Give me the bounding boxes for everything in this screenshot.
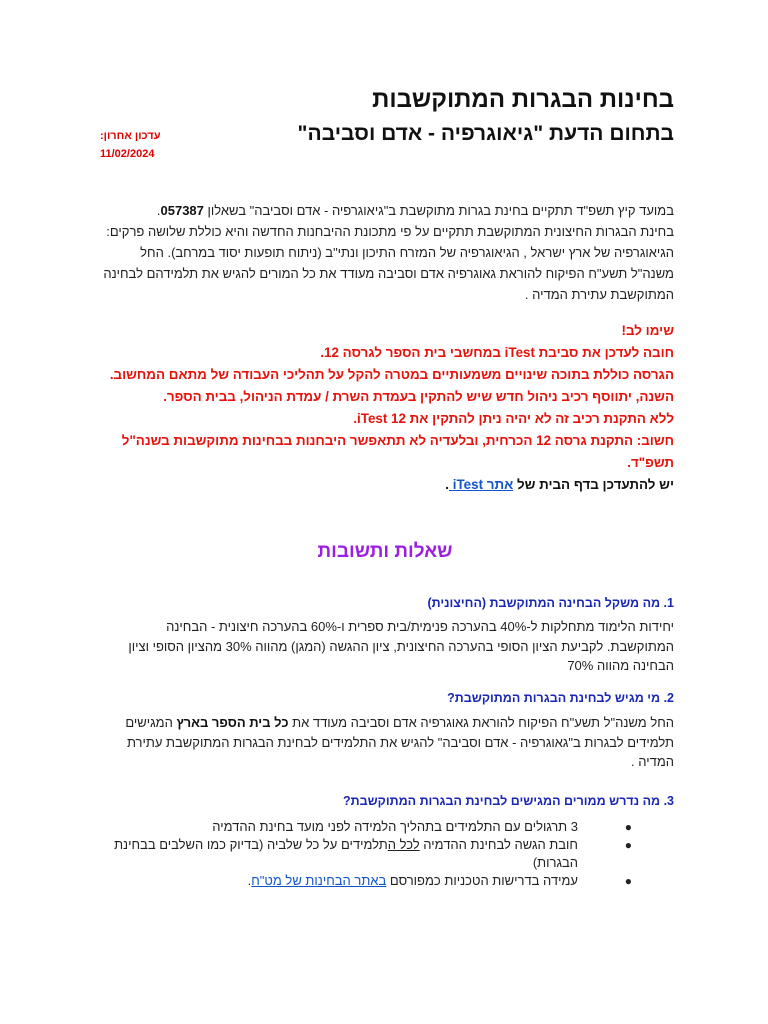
notice-line-7-text: יש להתעדכן בדף הבית של bbox=[513, 477, 674, 492]
list-item-underlined: לכל ה bbox=[387, 837, 420, 852]
intro-paragraph bbox=[96, 200, 674, 305]
requirements-list bbox=[96, 818, 674, 890]
list-item-text: 3 תרגולים עם התלמידים בתהליך הלמידה לפני מועד בחינת ההדמיה bbox=[212, 819, 578, 834]
list-item-text-b: תלמידים על כל שלביה (בדיוק כמו השלבים בבחינת הבגרות) bbox=[114, 837, 578, 870]
last-update-label: עדכון אחרון: bbox=[100, 130, 161, 142]
list-item bbox=[96, 818, 674, 836]
question-3: 3. מה נדרש ממורים המגישים לבחינת הבגרות המתוקשבת? bbox=[343, 794, 674, 808]
intro-text-1-end: . bbox=[156, 203, 161, 218]
faq-heading: שאלות ותשובות bbox=[317, 541, 453, 562]
bullet-icon: ● bbox=[624, 838, 632, 852]
answer-2 bbox=[96, 713, 674, 772]
bullet-icon: ● bbox=[624, 820, 632, 834]
itest-site-link[interactable]: אתר iTest bbox=[449, 477, 514, 492]
answer-2-text-b: המגישים תלמידים לבגרות ב"גאוגרפיה - אדם וסביבה" להגיש את התלמידים לבחינת הבגרות המתוקשבת עתירת המדיה . bbox=[125, 715, 674, 769]
exams-site-link[interactable]: באתר הבחינות של מט"ח bbox=[251, 873, 387, 888]
list-item bbox=[96, 872, 674, 890]
list-item bbox=[96, 836, 674, 872]
intro-text-1: במועד קיץ תשפ"ד תתקיים בחינת בגרות מתוקשבת ב"גיאוגרפיה - אדם וסביבה" בשאלון bbox=[203, 203, 674, 218]
exam-code: 057387 bbox=[160, 203, 204, 218]
bullet-icon: ● bbox=[624, 874, 632, 888]
answer-2-bold: כל בית הספר בארץ bbox=[176, 715, 289, 730]
page-subtitle: בתחום הדעת "גיאוגרפיה - אדם וסביבה" bbox=[297, 122, 674, 145]
list-item-text: עמידה בדרישות הטכניות כמפורסם bbox=[386, 873, 578, 888]
notice-line-3: הגרסה כוללת בתוכה שינויים משמעותיים במטרה להקל על תהליכי העבודה של מתאם המחשוב. bbox=[109, 367, 674, 382]
notice-line-7 bbox=[96, 474, 674, 496]
notice-line-2: חובה לעדכן את סביבת iTest במחשבי בית הספר לגרסה 12. bbox=[320, 345, 674, 360]
answer-2-text-a: החל משנה"ל תשע"ח הפיקוח להוראת גאוגרפיה אדם וסביבה מעודד את bbox=[288, 715, 674, 730]
list-item-text-a: חובת הגשה לבחינת ההדמיה bbox=[419, 837, 578, 852]
list-item-end: . bbox=[247, 873, 252, 888]
notice-line-7-end: . bbox=[445, 477, 450, 492]
notice-line-5: ללא התקנת רכיב זה לא יהיה ניתן להתקין את iTest 12. bbox=[353, 411, 674, 426]
attention-notice bbox=[96, 320, 674, 496]
notice-line-6: חשוב: התקנת גרסה 12 הכרחית, ובלעדיה לא תתאפשר היבחנות בבחינות מתוקשבות בשנה"ל תשפ"ד. bbox=[121, 433, 674, 470]
page-title: בחינות הבגרות המתוקשבות bbox=[372, 86, 674, 113]
last-update-date: 11/02/2024 bbox=[100, 148, 155, 160]
intro-text-2: בחינת הבגרות החיצונית המתוקשבת תתקיים על פי מתכונת ההיבחנות החדשה והיא כוללת שלושה פרקים: הגיאוגרפיה של ארץ ישראל , הגיאוגרפיה של המזרח התיכון ונתי"ב (ניתוח תופעות יסוד במרחב). החל משנה"ל תשע"ח הפיקוח להוראת גאוגרפיה אדם וסביבה מעודד את כל המורים להגיש את תלמידהם לבחינה המתוקשבת עתירת המדיה . bbox=[103, 224, 674, 302]
notice-heading: שימו לב! bbox=[621, 323, 674, 338]
notice-line-4: השנה, יתווסף רכיב ניהול חדש שיש להתקין בעמדת השרת / עמדת הניהול, בבית הספר. bbox=[163, 389, 674, 404]
question-2: 2. מי מגיש לבחינת הבגרות המתוקשבת? bbox=[447, 691, 674, 705]
answer-1: יחידות הלימוד מתחלקות ל-40% בהערכה פנימית/בית ספרית ו-60% בהערכה חיצונית - הבחינה המתוקשבת. לקביעת הציון הסופי בהערכה החיצונית, ציון ההגשה (המגן) מהווה 30% מהציון הסופי וציון הבחינה מהווה 70% bbox=[128, 619, 674, 673]
question-1: 1. מה משקל הבחינה המתוקשבת (החיצונית) bbox=[427, 596, 674, 610]
